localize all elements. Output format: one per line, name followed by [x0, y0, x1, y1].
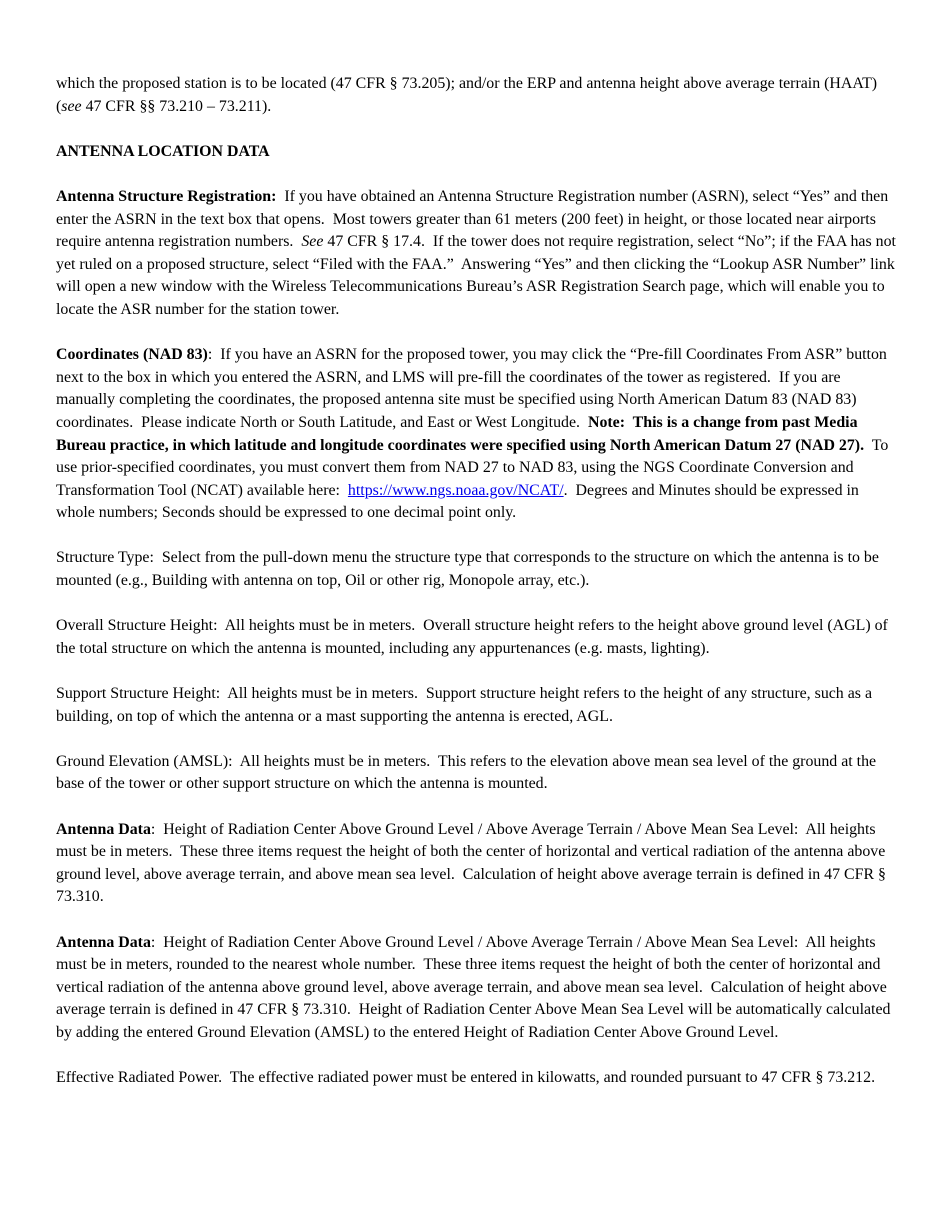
ground-elevation-paragraph: Ground Elevation (AMSL): All heights must be in meters. This refers to the elevation above mean sea level of the ground at the base of the tower or other support structure on which the antenna is mounted.: [56, 752, 881, 793]
coordinates-text-1: : If you have an ASRN for the proposed tower, you may click the “Pre-fill Coordinates From ASR” button next to the box in which you entered the ASRN, and LMS will pre-fill the coordinates of the tower as registered. If you are manually completing the coordinates, the proposed antenna site must be specified using North American Datum 83 (NAD 83) coordinates. Please indicate North or South Latitude, and East or West Longitude.: [56, 346, 891, 431]
erp-paragraph: Effective Radiated Power. The effective radiated power must be entered in kilowatts, and rounded pursuant to 47 CFR § 73.212.: [56, 1069, 876, 1087]
asr-paragraph: [56, 186, 900, 322]
antenna-data-paragraph-2: [56, 932, 896, 1045]
intro-text-1: which the proposed station is to be located (47 CFR § 73.205); and/or the ERP and antenna height above average terrain (HAAT) (: [56, 75, 882, 115]
coordinates-paragraph: [56, 344, 896, 525]
document-page: [56, 73, 900, 1112]
asr-label: Antenna Structure Registration:: [56, 187, 277, 205]
coordinates-text-3: . Degrees and Minutes should be expressed in whole numbers; Seconds should be expressed to one decimal point only.: [56, 481, 863, 522]
antenna-data-label-1: Antenna Data: [56, 820, 151, 838]
asr-see: See: [301, 233, 324, 251]
asr-text-2: 47 CFR § 17.4. If the tower does not require registration, select “No”; if the FAA has not yet ruled on a proposed structure, select “Filed with the FAA.” Answering “Yes” and then clicking the “Lookup ASR Number” link will open a new window with the Wireless Telecommunications Bureau’s ASR Registration Search page, which will enable you to locate the ASR number for the station tower.: [56, 233, 900, 318]
antenna-data-text-1: : Height of Radiation Center Above Ground Level / Above Average Terrain / Above Mean Sea Level: All heights must be in meters. These three items request the height of both the center of horizontal and vertical radiation of the antenna above ground level, above average terrain, and above mean sea level. Calculation of height above average terrain is defined in 47 CFR § 73.310.: [56, 820, 890, 906]
antenna-data-paragraph-1: [56, 819, 896, 909]
antenna-data-text-2: : Height of Radiation Center Above Ground Level / Above Average Terrain / Above Mean Sea Level: All heights must be in meters, rounded to the nearest whole number. These three items request the height of both the center of horizontal and vertical radiation of the antenna above ground level, above average terrain, and above mean sea level. Calculation of height above average terrain is defined in 47 CFR § 73.310. Height of Radiation Center Above Mean Sea Level will be automatically calculated by adding the entered Ground Elevation (AMSL) to the entered Height of Radiation Center Above Ground Level.: [56, 933, 895, 1041]
intro-see: see: [61, 97, 82, 115]
coordinates-label: Coordinates (NAD 83): [56, 346, 208, 364]
intro-paragraph: [56, 73, 896, 118]
coordinates-note: Note: This is a change from past Media Bureau practice, in which latitude and longitude coordinates were specified using North American Datum 27 (NAD 27).: [56, 413, 865, 454]
section-heading: ANTENNA LOCATION DATA: [56, 142, 270, 160]
ncat-link[interactable]: https://www.ngs.noaa.gov/NCAT/: [347, 481, 564, 499]
structure-type-paragraph: Structure Type: Select from the pull-down menu the structure type that corresponds to the structure on which the antenna is to be mounted (e.g., Building with antenna on top, Oil or other rig, Monopole array, etc.).: [56, 549, 883, 590]
coordinates-text-2: To use prior-specified coordinates, you must convert them from NAD 27 to NAD 83, using the NGS Coordinate Conversion and Transformation Tool (NCAT) available here:: [56, 436, 893, 499]
antenna-data-label-2: Antenna Data: [56, 933, 151, 951]
overall-height-paragraph: Overall Structure Height: All heights must be in meters. Overall structure height refers to the height above ground level (AGL) of the total structure on which the antenna is mounted, including any appurtenances (e.g. masts, lighting).: [56, 617, 892, 657]
support-height-paragraph: Support Structure Height: All heights must be in meters. Support structure height refers to the height of any structure, such as a building, on top of which the antenna or a mast supporting the antenna is erected, AGL.: [56, 685, 876, 725]
asr-text-1: If you have obtained an Antenna Structure Registration number (ASRN), select “Yes” and then enter the ASRN in the text box that opens. Most towers greater than 61 meters (200 feet) in height, or those located near airports require antenna registration numbers.: [56, 187, 893, 251]
intro-text-2: 47 CFR §§ 73.210 – 73.211).: [81, 97, 272, 115]
